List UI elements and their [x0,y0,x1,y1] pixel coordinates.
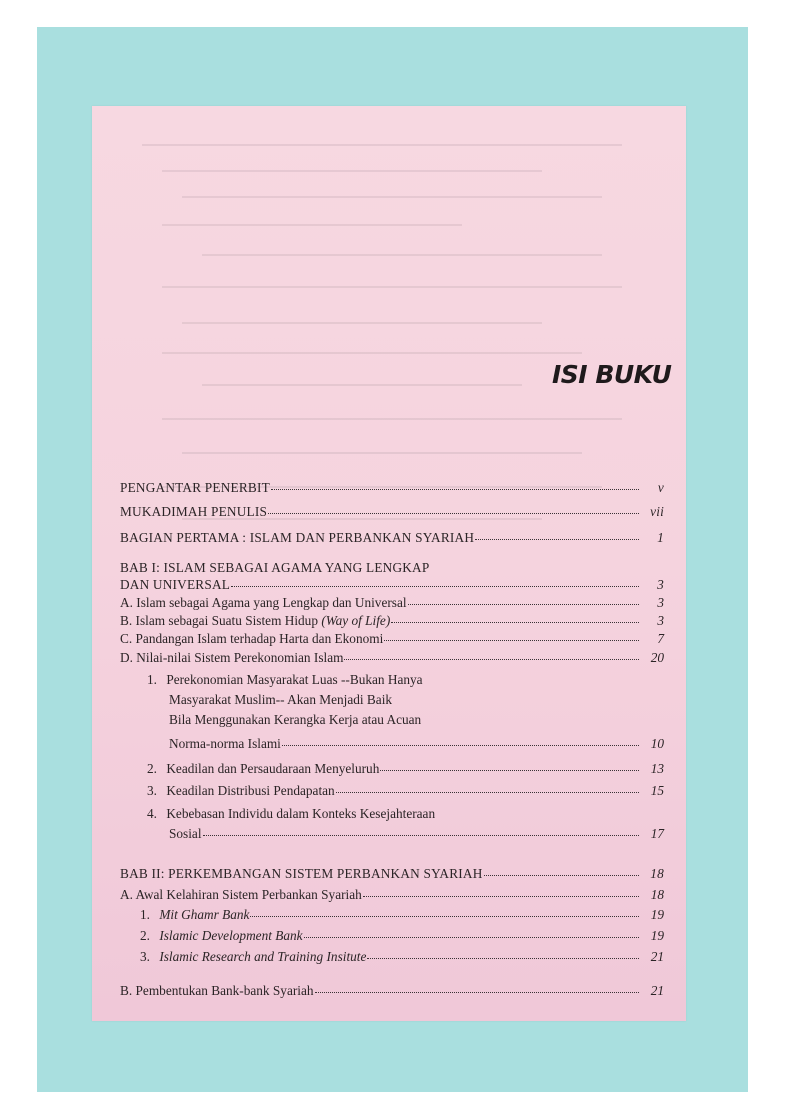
toc-entry-label: DAN UNIVERSAL [120,577,231,592]
toc-entry-label: BAGIAN PERTAMA : ISLAM DAN PERBANKAN SYARIAH [120,530,475,545]
toc-page-number: 18 [650,866,664,881]
toc-entry-label [120,613,390,629]
dot-leader [315,992,639,993]
toc-item-number: C. [120,631,133,646]
toc-page-number: 19 [650,928,664,943]
toc-entry-bab2[interactable] [120,866,664,882]
toc-item-text: Islam sebagai Suatu Sistem Hidup [135,613,322,628]
table-of-contents [92,106,686,1021]
toc-entry-bab1[interactable] [120,577,664,593]
toc-entry-bab2-a2[interactable] [140,928,664,944]
toc-item-number: 2. [140,928,150,943]
toc-entry-bab1-d4-line1[interactable] [147,806,435,822]
toc-page-number: 17 [650,826,664,841]
dot-leader [203,835,639,836]
toc-entry-label [140,949,366,965]
dot-leader [250,916,639,917]
toc-page-number: 7 [657,631,664,646]
toc-item-number: B. [120,983,133,998]
book-page [92,106,686,1021]
toc-item-number: 2. [147,761,157,776]
toc-entry-bab1-d2[interactable] [147,761,664,777]
toc-page-number: 1 [657,530,664,545]
toc-item-text: Pembentukan Bank-bank Syariah [135,983,314,998]
toc-entry-label [120,595,407,611]
dot-leader [408,604,639,605]
toc-entry-bab1-d1[interactable] [169,736,664,752]
dot-leader [367,958,639,959]
dot-leader [282,745,639,746]
toc-entry-mukadimah[interactable] [120,504,664,520]
toc-item-number: 3. [140,949,150,964]
toc-item-number: 1. [147,672,157,687]
toc-entry-label [120,650,343,666]
toc-item-text: Pandangan Islam terhadap Harta dan Ekonomi [135,631,384,646]
dot-leader [231,586,639,587]
toc-entry-bab1-a[interactable] [120,595,664,611]
toc-entry-label: MUKADIMAH PENULIS [120,504,268,519]
dot-leader [391,622,639,623]
toc-page-number: 3 [657,577,664,592]
toc-page-number: 21 [650,983,664,998]
toc-item-text: Islamic Development Bank [159,928,303,943]
toc-entry-label: Norma-norma Islami [169,736,281,751]
toc-entry-label: BAB II: PERKEMBANGAN SISTEM PERBANKAN SYARIAH [120,866,483,881]
toc-entry-bagian-pertama[interactable] [120,530,664,546]
toc-item-number: 3. [147,783,157,798]
toc-entry-label: PENGANTAR PENERBIT [120,480,270,495]
toc-entry-bab1-title-line1[interactable]: BAB I: ISLAM SEBAGAI AGAMA YANG LENGKAP [120,560,430,575]
dot-leader [268,513,639,514]
dot-leader [484,875,639,876]
toc-entry-label [147,783,335,799]
toc-entry-label [120,887,362,903]
toc-page-number: vii [650,504,664,519]
dot-leader [475,539,639,540]
toc-item-number: 1. [140,907,150,922]
toc-item-number: D. [120,650,133,665]
dot-leader [304,937,639,938]
toc-page-number: 18 [650,887,664,902]
toc-page-number: v [657,480,664,495]
toc-entry-label [140,928,303,944]
toc-item-text: Perekonomian Masyarakat Luas --Bukan Hanya [166,672,423,687]
toc-item-number: A. [120,887,133,902]
dot-leader [336,792,639,793]
toc-entry-bab2-a[interactable] [120,887,664,903]
toc-entry-label: Sosial [169,826,202,841]
toc-entry-label [120,631,383,647]
toc-entry-bab1-b[interactable] [120,613,664,629]
toc-item-number: A. [120,595,133,610]
toc-item-text: Islam sebagai Agama yang Lengkap dan Universal [136,595,407,610]
toc-entry-label [147,761,379,777]
dot-leader [363,896,639,897]
toc-entry-bab1-d1-line1[interactable] [147,672,423,688]
page-title: ISI BUKU [552,360,672,389]
toc-page-number: 21 [650,949,664,964]
toc-item-text: Awal Kelahiran Sistem Perbankan Syariah [135,887,362,902]
toc-entry-bab1-d1-line3[interactable]: Bila Menggunakan Kerangka Kerja atau Acuan [169,712,422,727]
toc-page-number: 3 [657,595,664,610]
toc-item-text: Keadilan Distribusi Pendapatan [166,783,335,798]
dot-leader [384,640,639,641]
toc-entry-bab2-a3[interactable] [140,949,664,965]
toc-page-number: 10 [650,736,664,751]
toc-item-text: Islamic Research and Training Insitute [159,949,367,964]
toc-entry-pengantar[interactable] [120,480,664,496]
toc-entry-bab1-d1-line2[interactable]: Masyarakat Muslim-- Akan Menjadi Baik [169,692,393,707]
toc-item-text: Nilai-nilai Sistem Perekonomian Islam [136,650,344,665]
toc-page-number: 13 [650,761,664,776]
toc-item-number: 4. [147,806,157,821]
dot-leader [344,659,639,660]
toc-entry-bab2-a1[interactable] [140,907,664,923]
toc-page-number: 3 [657,613,664,628]
toc-item-number: B. [120,613,133,628]
toc-entry-bab1-d4[interactable] [169,826,664,842]
toc-page-number: 15 [650,783,664,798]
toc-item-text: Keadilan dan Persaudaraan Menyeluruh [166,761,380,776]
toc-page-number: 19 [650,907,664,922]
toc-entry-label [120,983,314,999]
toc-entry-bab1-d3[interactable] [147,783,664,799]
toc-page-number: 20 [650,650,664,665]
toc-entry-bab1-c[interactable] [120,631,664,647]
toc-item-text: Mit Ghamr Bank [159,907,250,922]
toc-entry-bab1-d[interactable] [120,650,664,666]
toc-item-italic-text: (Way of Life) [321,613,391,628]
dot-leader [380,770,639,771]
toc-entry-label [140,907,249,923]
toc-item-text: Kebebasan Individu dalam Konteks Kesejahteraan [166,806,436,821]
toc-entry-bab2-b[interactable] [120,983,664,999]
dot-leader [271,489,639,490]
